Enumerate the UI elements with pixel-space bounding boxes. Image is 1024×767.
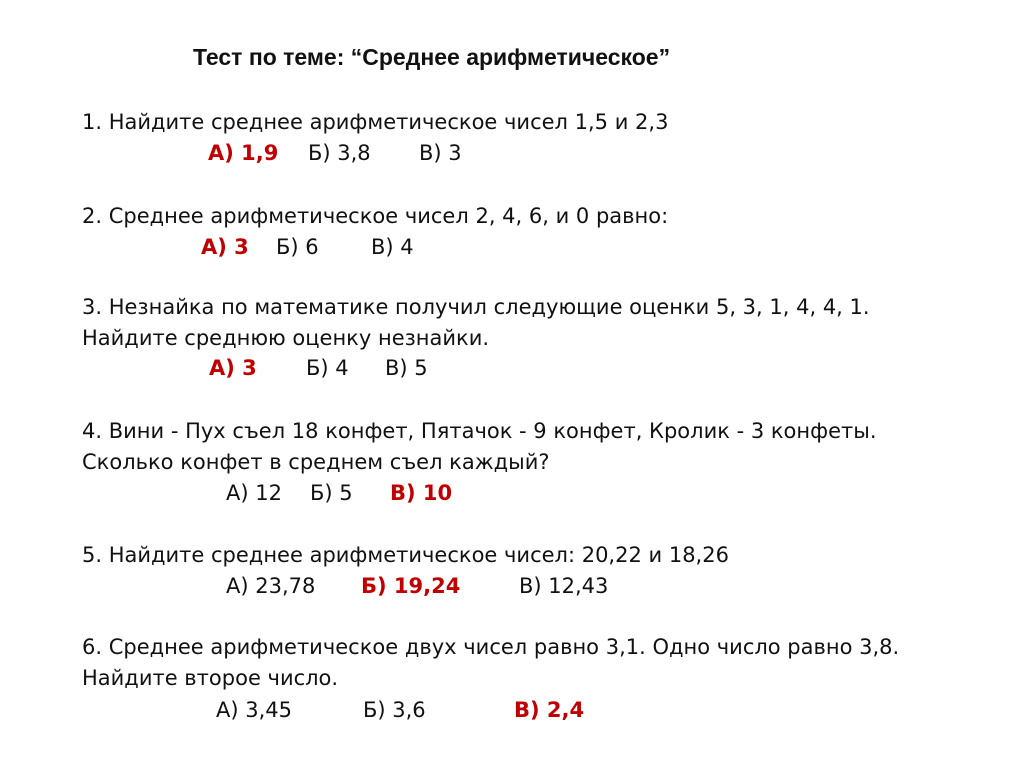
answer-option-correct: В) 10 xyxy=(390,481,453,505)
answer-option: Б) 4 xyxy=(306,356,349,380)
answer-option: А) 23,78 xyxy=(226,574,316,598)
answer-option: Б) 3,8 xyxy=(308,141,371,165)
question-1-text: 1. Найдите среднее арифметическое чисел 1,5 и 2,3 xyxy=(82,110,669,134)
question-6-text-line-1: 6. Среднее арифметическое двух чисел равно 3,1. Одно число равно 3,8. xyxy=(82,635,900,659)
answer-option: А) 12 xyxy=(226,481,282,505)
question-3-text-line-1: 3. Незнайка по математике получил следующие оценки 5, 3, 1, 4, 4, 1. xyxy=(82,295,870,319)
answer-option: Б) 6 xyxy=(276,235,319,259)
question-5-text: 5. Найдите среднее арифметическое чисел: 20,22 и 18,26 xyxy=(82,543,729,567)
question-3-text-line-2: Найдите среднюю оценку незнайки. xyxy=(82,326,490,350)
answer-option: Б) 3,6 xyxy=(363,698,426,722)
question-6-text-line-2: Найдите второе число. xyxy=(82,666,339,690)
answer-option: В) 4 xyxy=(371,235,414,259)
answer-option: А) 3,45 xyxy=(216,698,292,722)
question-4-text-line-1: 4. Вини - Пух съел 18 конфет, Пятачок - 9 конфет, Кролик - 3 конфеты. xyxy=(82,419,877,443)
answer-option: Б) 5 xyxy=(310,481,353,505)
question-4-text-line-2: Сколько конфет в среднем съел каждый? xyxy=(82,450,550,474)
answer-option: В) 12,43 xyxy=(519,574,609,598)
answer-option-correct: Б) 19,24 xyxy=(361,574,461,598)
page-title: Тест по теме: “Среднее арифметическое” xyxy=(193,44,671,70)
answer-option-correct: В) 2,4 xyxy=(514,698,585,722)
answer-option: В) 5 xyxy=(385,356,428,380)
answer-option: В) 3 xyxy=(419,141,462,165)
answer-option-correct: А) 3 xyxy=(201,235,249,259)
answer-option-correct: А) 1,9 xyxy=(208,141,279,165)
question-2-text: 2. Среднее арифметическое чисел 2, 4, 6, и 0 равно: xyxy=(82,204,669,228)
answer-option-correct: А) 3 xyxy=(209,356,257,380)
